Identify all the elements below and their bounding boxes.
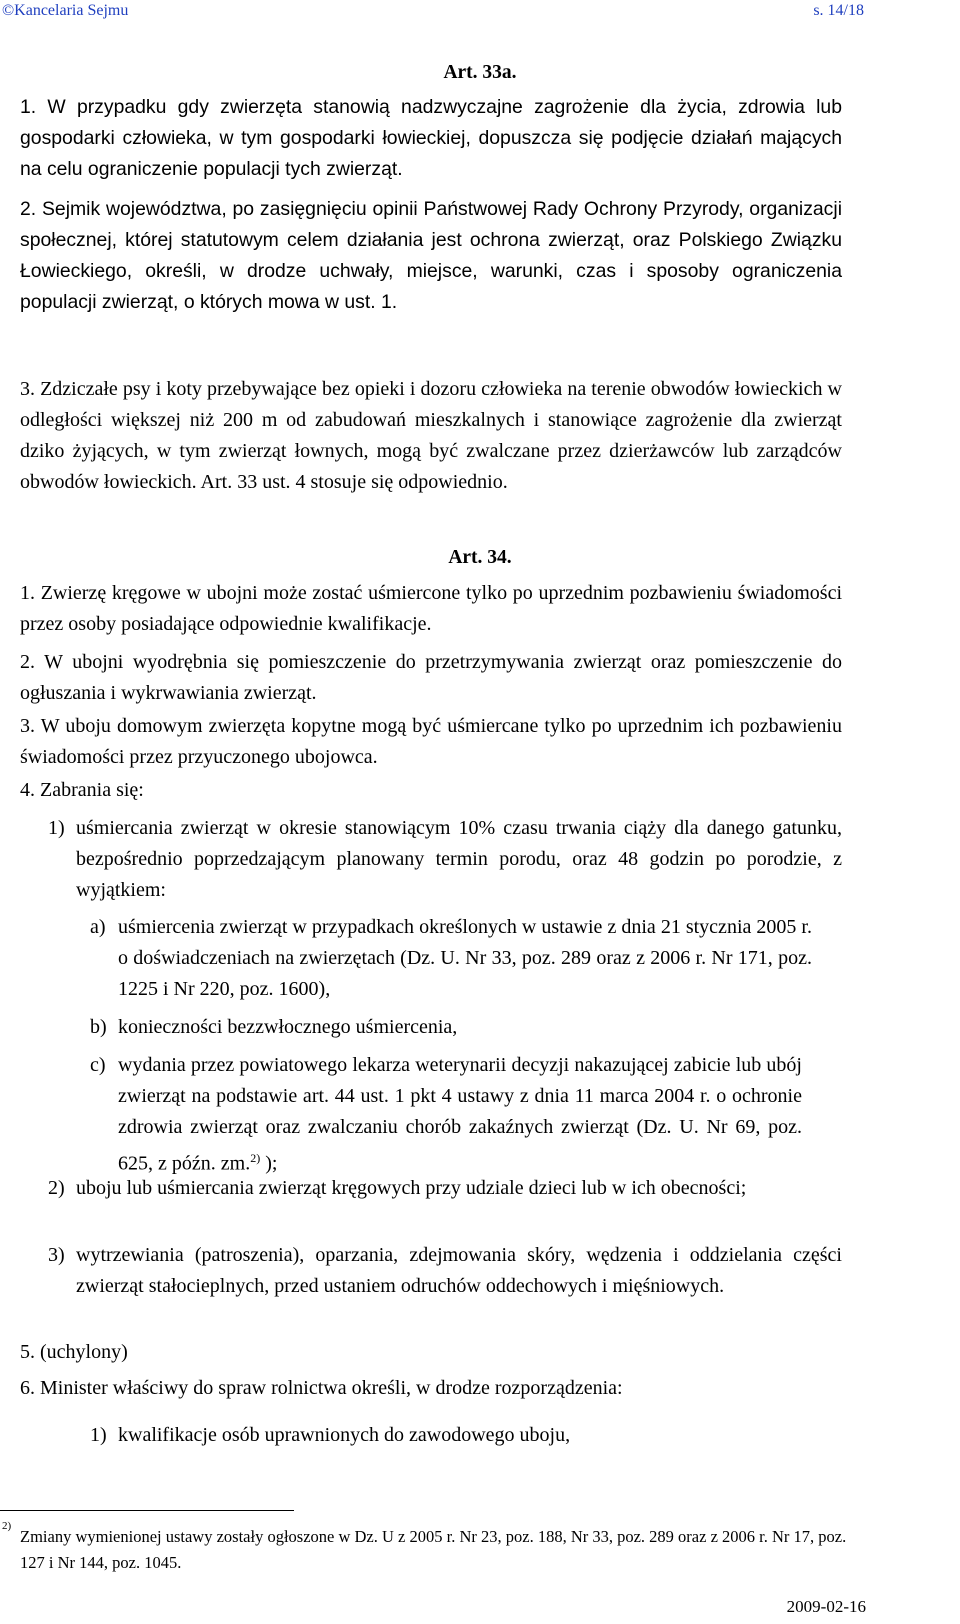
list-item-label: 2) (48, 1177, 65, 1199)
list-item-4-1c (90, 1050, 802, 1174)
list-item-label: 3) (48, 1244, 65, 1266)
list-item-text: konieczności bezzwłocznego uśmiercenia, (118, 1016, 458, 1038)
list-item-label: a) (90, 916, 106, 938)
footnote-mark: 2) (2, 1520, 12, 1532)
list-item-label: 1) (90, 1424, 107, 1446)
art34-paragraph-1: 1. Zwierzę kręgowe w ubojni może zostać uśmiercone tylko po uprzednim pozbawieniu świadomości przez osoby posiadające odpowiednie kwalifikacje. (20, 582, 842, 635)
list-item-label: 1) (48, 817, 65, 839)
list-item-4-1 (48, 813, 842, 906)
list-item-4-1b (90, 1012, 812, 1043)
list-item-text (118, 1050, 802, 1180)
art34-paragraph-4: 4. Zabrania się: (20, 779, 144, 801)
list-item-label: c) (90, 1054, 106, 1076)
page-header-left: ©Kancelaria Sejmu (2, 2, 129, 19)
art34-paragraph-6: 6. Minister właściwy do spraw rolnictwa określi, w drodze rozporządzenia: (20, 1377, 623, 1399)
list-item-4-2 (48, 1173, 842, 1235)
list-item-text: kwalifikacje osób uprawnionych do zawodowego uboju, (118, 1424, 571, 1446)
list-item-6-1 (90, 1420, 812, 1451)
art33a-paragraph-2: 2. Sejmik województwa, po zasięgnięciu opinii Państwowej Rady Ochrony Przyrody, organizacji społecznej, której statutowym celem działania jest ochrona zwierząt, oraz Polskiego Związku Łowieckiego, określi, w drodze uchwały, miejsce, warunki, czas i sposoby ograniczenia populacji zwierząt, o których mowa w ust. 1. (20, 198, 842, 313)
list-item-4-1a (90, 912, 812, 1005)
list-item-text: uśmiercenia zwierząt w przypadkach określonych w ustawie z dnia 21 stycznia 2005 r. o doświadczeniach na zwierzętach (Dz. U. Nr 33, poz. 289 oraz z 2006 r. Nr 171, poz. 1225 i Nr 220, poz. 1600), (118, 916, 812, 1000)
art34-paragraph-3: 3. W uboju domowym zwierzęta kopytne mogą być uśmiercane tylko po uprzednim ich pozbawieniu świadomości przez przyuczonego ubojowca. (20, 715, 842, 768)
list-item-4-3 (48, 1240, 842, 1333)
footnote-separator (0, 1510, 294, 1511)
art34-paragraph-2: 2. W ubojni wyodrębnia się pomieszczenie do przetrzymywania zwierząt oraz pomieszczenie do ogłuszania i wykrwawiania zwierząt. (20, 651, 842, 704)
list-item-text-end: ); (260, 1152, 278, 1175)
list-item-text: uboju lub uśmiercania zwierząt kręgowych przy udziale dzieci lub w ich obecności; (76, 1177, 747, 1199)
list-item-text-main: wydania przez powiatowego lekarza weterynarii decyzji nakazującej zabicie lub ubój zwierząt na podstawie art. 44 ust. 1 pkt 4 ustawy z dnia 11 marca 2004 r. o ochronie zdrowia zwierząt oraz zwalczaniu chorób zakaźnych zwierząt (Dz. U. Nr 69, poz. 625, z późn. zm. (118, 1054, 802, 1175)
list-item-text: uśmiercania zwierząt w okresie stanowiącym 10% czasu trwania ciąży dla danego gatunku, bezpośrednio poprzedzającym planowany termin porodu, oraz 48 godzin po porodzie, z wyjątkiem: (76, 817, 842, 901)
list-item-text: wytrzewiania (patroszenia), oparzania, zdejmowania skóry, wędzenia i oddzielania części zwierząt stałocieplnych, przed ustaniem odruchów oddechowych i mięśniowych. (76, 1244, 842, 1297)
footer-date: 2009-02-16 (786, 1597, 866, 1616)
footnote-text: Zmiany wymienionej ustawy zostały ogłoszone w Dz. U z 2005 r. Nr 23, poz. 188, Nr 33, poz. 289 oraz z 2006 r. Nr 17, poz. 127 i Nr 144, poz. 1045. (20, 1527, 847, 1572)
article-33a-title: Art. 33a. (443, 62, 517, 83)
art33a-paragraph-3: 3. Zdziczałe psy i koty przebywające bez opieki i dozoru człowieka na terenie obwodów łowieckich w odległości większej niż 200 m od zabudowań mieszkalnych i stanowiące zagrożenie dla zwierząt dziko żyjących, w tym zwierząt łownych, mogą być zwalczane przez dzierżawców lub zarządców obwodów łowieckich. Art. 33 ust. 4 stosuje się odpowiednio. (20, 378, 842, 493)
art34-paragraph-5: 5. (uchylony) (20, 1341, 128, 1363)
art33a-paragraph-1: 1. W przypadku gdy zwierzęta stanowią nadzwyczajne zagrożenie dla życia, zdrowia lub gospodarki człowieka, w tym gospodarki łowieckiej, dopuszcza się podjęcie działań mających na celu ograniczenie populacji tych zwierząt. (20, 96, 842, 180)
page-header-right: s. 14/18 (813, 2, 864, 19)
footnote-ref: 2) (250, 1151, 261, 1165)
list-item-label: b) (90, 1016, 107, 1038)
article-34-title: Art. 34. (448, 547, 512, 568)
